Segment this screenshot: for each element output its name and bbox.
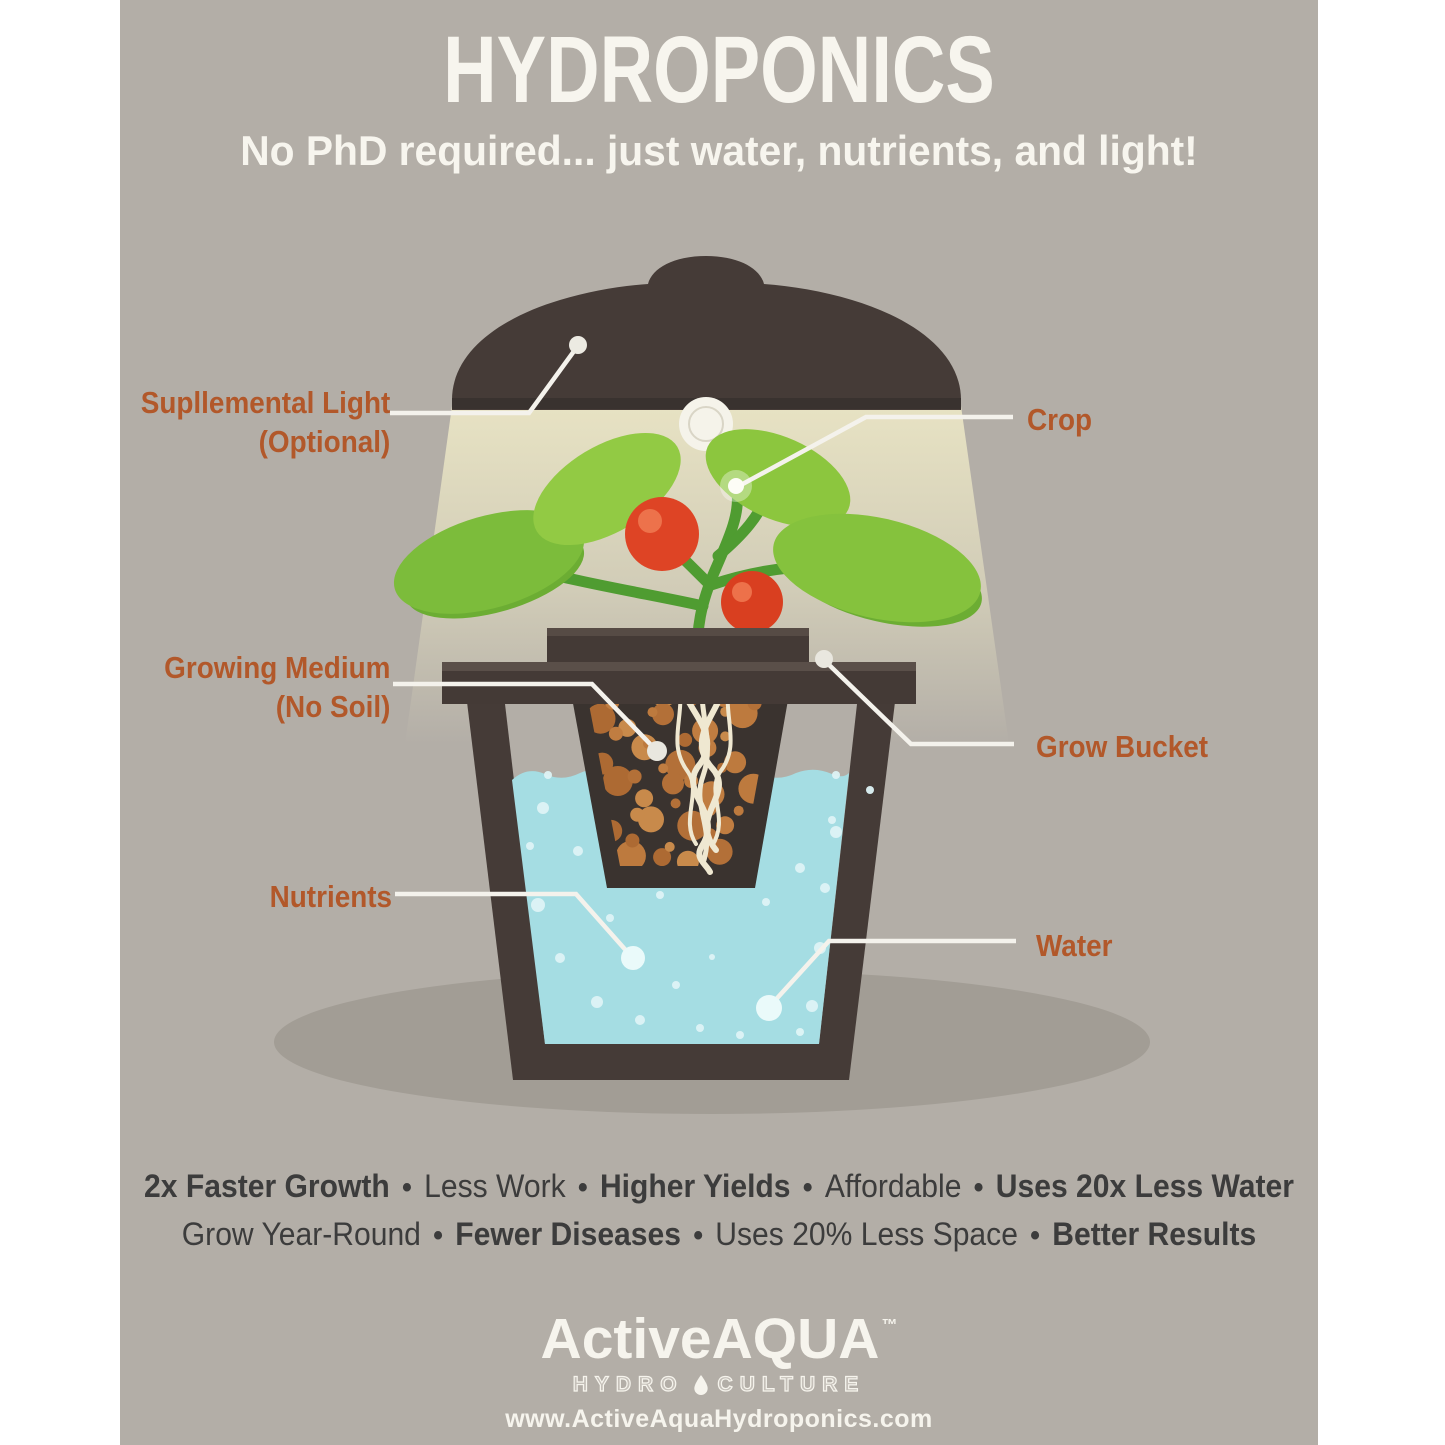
dot-crop [728, 478, 744, 494]
dot-growing-medium [647, 741, 667, 761]
page-subtitle: No PhD required... just water, nutrients, and light! [240, 127, 1198, 174]
bullet-separator: • [433, 1219, 444, 1252]
bullet-separator: • [1030, 1219, 1041, 1252]
bullet-separator: • [802, 1171, 813, 1204]
dot-grow-bucket [815, 650, 833, 668]
trademark-symbol: ™ [881, 1317, 898, 1334]
benefit-item: Higher Yields [599, 1168, 791, 1204]
label-crop: Crop [1027, 402, 1093, 437]
page-title: HYDROPONICS [443, 17, 995, 123]
benefit-item: Better Results [1052, 1216, 1257, 1252]
benefit-item: Uses 20x Less Water [995, 1168, 1294, 1204]
dot-nutrients [621, 946, 645, 970]
benefit-item: Fewer Diseases [455, 1216, 681, 1252]
bullet-separator: • [577, 1171, 588, 1204]
brand-logo: ActiveAQUA ™ [540, 1307, 898, 1371]
grow-bucket-graphic [442, 628, 916, 1080]
benefits-line-1 [120, 1168, 1318, 1205]
benefit-item: 2x Faster Growth [144, 1168, 390, 1204]
benefit-item: Affordable [824, 1168, 962, 1204]
brand-footer [120, 1296, 1318, 1434]
benefit-item: Grow Year-Round [181, 1216, 421, 1252]
dot-water [756, 995, 782, 1021]
benefits-line-2 [120, 1216, 1318, 1253]
benefit-item: Less Work [424, 1168, 566, 1204]
benefit-item: Uses 20% Less Space [715, 1216, 1018, 1252]
website-url: www.ActiveAquaHydroponics.com [505, 1405, 933, 1433]
water-drop-icon [693, 1374, 709, 1396]
label-growing-medium: Growing Medium (No Soil) [163, 650, 390, 724]
label-nutrients: Nutrients [269, 879, 392, 914]
dot-supplemental-light [569, 336, 587, 354]
lamp-dome [452, 256, 961, 410]
bullet-separator: • [401, 1171, 412, 1204]
label-supplemental-light: Supllemental Light (Optional) [140, 385, 390, 459]
label-water: Water [1036, 928, 1113, 963]
bullet-separator: • [973, 1171, 984, 1204]
bullet-separator: • [693, 1219, 704, 1252]
label-grow-bucket: Grow Bucket [1036, 729, 1209, 764]
brand-tagline: HYDRO CULTURE [572, 1373, 866, 1396]
